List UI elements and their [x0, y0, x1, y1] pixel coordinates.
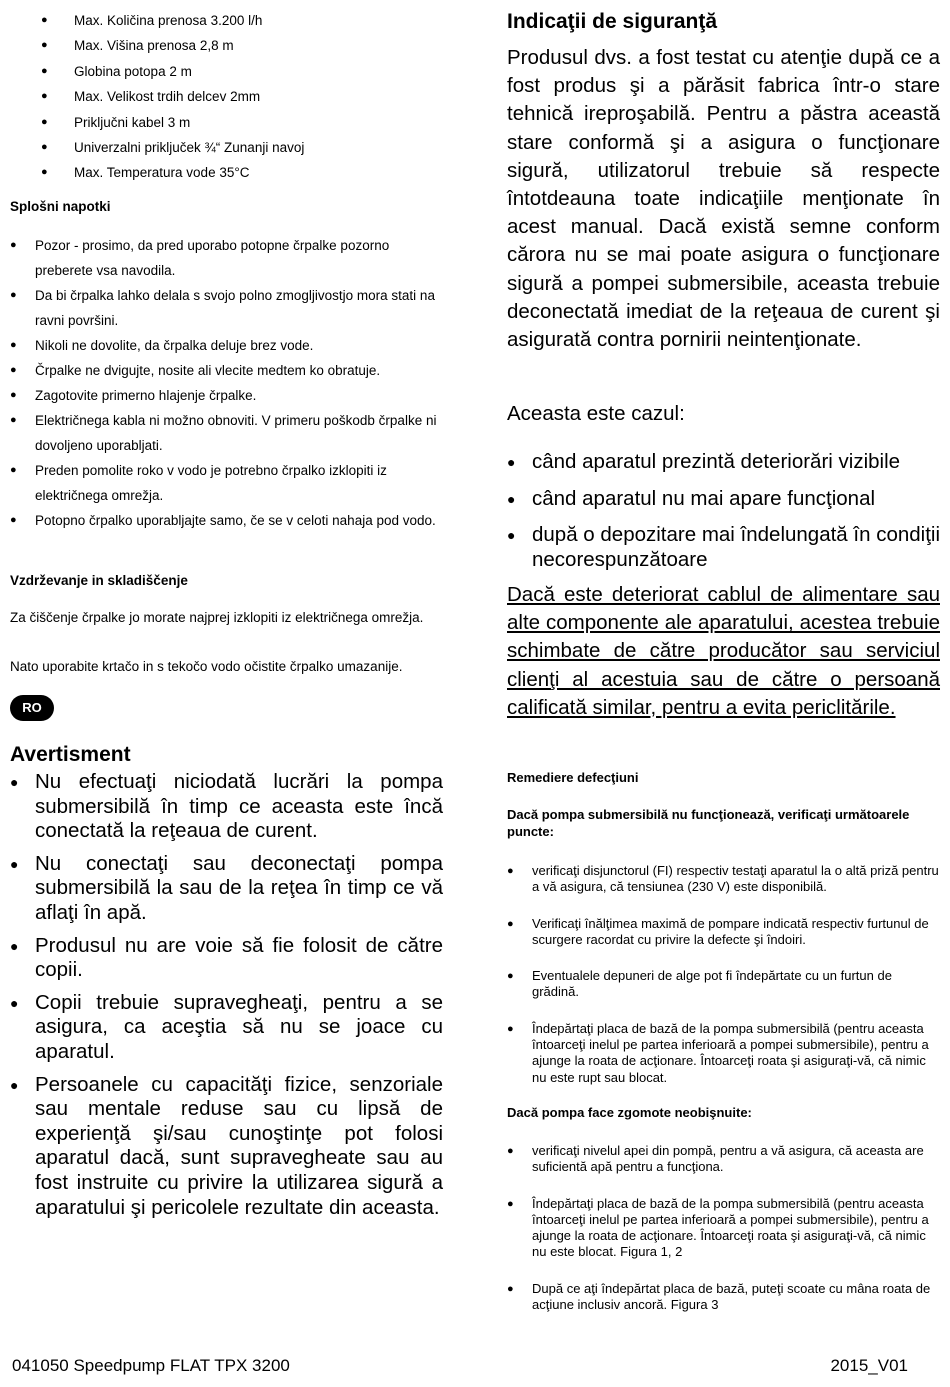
- bullet-icon: ●: [507, 490, 516, 507]
- bullet-icon: ●: [507, 1197, 514, 1210]
- footer-version: 2015_V01: [830, 1356, 908, 1375]
- list-item: ● Max. Velikost trdih delcev 2mm: [10, 84, 304, 109]
- warning-heading: Avertisment: [10, 743, 131, 766]
- bullet-icon: ●: [10, 364, 17, 376]
- list-item: ● Priključni kabel 3 m: [10, 110, 304, 135]
- bullet-icon: ●: [10, 464, 17, 476]
- list-item: ● Produsul nu are voie să fie folosit de către copii.: [10, 933, 443, 982]
- bullet-icon: ●: [507, 1145, 514, 1157]
- spec-list: [10, 8, 304, 186]
- footer-product: 041050 Speedpump FLAT TPX 3200: [12, 1356, 290, 1375]
- list-item: ● Električnega kabla ni možno obnoviti. V primeru poškodb črpalke ni dovoljeno uporabljati.: [10, 408, 443, 458]
- bullet-icon: ●: [10, 414, 17, 426]
- bullet-icon: ●: [41, 14, 48, 26]
- list-item: ● Univerzalni priključek ¾“ Zunanji navoj: [10, 135, 304, 160]
- cable-warning: Dacă este deteriorat cablul de alimentare sau alte componente ale aparatului, acestea trebuie schimbate de către producător sau serviciul clienţi al acestuia sau de către o persoană calificată similar, pentru a evita periclitările.: [507, 583, 940, 719]
- case-list: [507, 450, 940, 572]
- list-item: ● Copii trebuie supravegheaţi, pentru a se asigura, ca aceştia să nu se joace cu aparatul.: [10, 990, 443, 1063]
- case-intro: Aceasta este cazul:: [507, 402, 685, 425]
- language-badge: RO: [10, 695, 54, 721]
- list-item: ● verificaţi disjunctorul (FI) respectiv testaţi aparatul la o altă priză pentru a vă asigura, că tensiunea (230 V) este disponibilă.: [507, 863, 939, 895]
- maintenance-text-2: Nato uporabite krtačo in s tekočo vodo očistite črpalko umazanije.: [10, 659, 403, 674]
- bullet-icon: ●: [10, 514, 17, 526]
- bullet-icon: ●: [507, 1022, 514, 1035]
- list-item: ● Max. Količina prenosa 3.200 l/h: [10, 8, 304, 33]
- bullet-icon: ●: [10, 994, 19, 1011]
- bullet-icon: ●: [507, 454, 516, 470]
- list-item: ● Max. Višina prenosa 2,8 m: [10, 33, 304, 58]
- bullet-icon: ●: [10, 774, 19, 790]
- bullet-icon: ●: [41, 115, 48, 128]
- list-item: ● După ce aţi îndepărtat placa de bază, puteţi scoate cu mâna roata de acţiune inclusiv ancoră. Figura 3: [507, 1280, 931, 1313]
- list-item: ● Črpalke ne dvigujte, nosite ali vlecite medtem ko obratuje.: [10, 358, 443, 383]
- not-working-list: [507, 863, 940, 1086]
- list-item: ● Eventualele depuneri de alge pot fi îndepărtate cu un furtun de grădină.: [507, 968, 892, 1000]
- safety-heading: Indicaţii de siguranţă: [507, 10, 718, 33]
- list-item: ● verificaţi nivelul apei din pompă, pentru a vă asigura, că aceasta are suficientă apă pentru a funcţiona.: [507, 1143, 924, 1175]
- bullet-icon: ●: [10, 1076, 19, 1093]
- bullet-icon: ●: [10, 339, 17, 351]
- list-item: ● Pozor - prosimo, da pred uporabo potopne črpalke pozorno preberete vsa navodila.: [10, 233, 443, 283]
- list-item: ● Nikoli ne dovolite, da črpalka deluje brez vode.: [10, 333, 443, 358]
- not-working-heading: Dacă pompa submersibilă nu funcţionează, verificaţi următoarele puncte:: [507, 807, 910, 839]
- list-item: ● Verificaţi înălţimea maximă de pompare indicată respectiv furtunul de scurgere racordat cu privire la defecte şi îndoiri.: [507, 915, 929, 947]
- bullet-icon: ●: [41, 140, 48, 153]
- list-item: ● după o depozitare mai îndelungată în condiţii necorespunzătoare: [507, 523, 941, 571]
- list-item: ● Nu efectuaţi niciodată lucrări la pompa submersibilă în timp ce aceasta este încă conectată la reţeaua de curent.: [10, 770, 443, 843]
- noise-list: [507, 1143, 940, 1313]
- bullet-icon: ●: [507, 865, 514, 877]
- bullet-icon: ●: [10, 289, 17, 301]
- bullet-icon: ●: [41, 90, 48, 103]
- safety-text: Produsul dvs. a fost testat cu atenţie după ce a fost produs şi a părăsit fabrica într-o stare tehnică ireproşabilă. Pentru a păstra această stare conformă şi a asigura o funcţionare sigură, utilizatorul trebuie să respecte întotdeauna toate indicaţiile menţionate în acest manual. Dacă există semne conform cărora nu se mai poate asigura o funcţionare sigură a pompei submersibile, aceasta trebuie deconectată imediat de la reţeaua de curent şi asigurată contra pornirii neintenţionate.: [507, 46, 940, 352]
- list-item: ● Persoanele cu capacităţi fizice, senzoriale sau mentale reduse sau cu lipsă de experienţă şi/sau cunoştinţe pot folosi aparatul dacă, sunt supravegheate sau au fost instruite cu privire la utilizarea sigură a aparatului şi pericolele rezultate din aceasta.: [10, 1072, 443, 1219]
- bullet-icon: ●: [507, 527, 516, 544]
- bullet-icon: ●: [10, 389, 17, 401]
- list-item: ● Îndepărtaţi placa de bază de la pompa submersibilă (pentru aceasta întoarceţi inelul pe partea inferioară a pompei submersibile), pentru a ajunge la roata de acţionare. Întoarceţi roata şi asiguraţi-vă, că nimic nu este rupt sau blocat.: [507, 1020, 929, 1085]
- bullet-icon: ●: [507, 1282, 514, 1295]
- bullet-icon: ●: [10, 239, 17, 251]
- bullet-icon: ●: [41, 39, 48, 52]
- list-item: ● Nu conectaţi sau deconectaţi pompa submersibilă la sau de la reţea în timp ce vă aflaţi în apă.: [10, 851, 443, 924]
- list-item: ● când aparatul nu mai apare funcţional: [507, 486, 876, 510]
- general-heading: Splošni napotki: [10, 199, 111, 214]
- bullet-icon: ●: [10, 937, 19, 954]
- bullet-icon: ●: [10, 855, 19, 872]
- bullet-icon: ●: [507, 970, 514, 983]
- noise-heading: Dacă pompa face zgomote neobişnuite:: [507, 1105, 752, 1120]
- general-list: [10, 233, 443, 533]
- list-item: ● când aparatul prezintă deteriorări vizibile: [507, 450, 901, 473]
- troubleshooting-heading: Remediere defecţiuni: [507, 770, 639, 785]
- bullet-icon: ●: [41, 166, 48, 179]
- bullet-icon: ●: [41, 64, 48, 77]
- list-item: ● Globina potopa 2 m: [10, 59, 304, 84]
- list-item: ● Zagotovite primerno hlajenje črpalke.: [10, 383, 443, 408]
- maintenance-heading: Vzdrževanje in skladiščenje: [10, 573, 188, 588]
- warning-list: [10, 770, 443, 1228]
- list-item: ● Potopno črpalko uporabljajte samo, če se v celoti nahaja pod vodo.: [10, 508, 443, 533]
- maintenance-text-1: Za čiščenje črpalke jo morate najprej izklopiti iz električnega omrežja.: [10, 610, 424, 625]
- list-item: ● Da bi črpalka lahko delala s svojo polno zmogljivostjo mora stati na ravni površini.: [10, 283, 443, 333]
- list-item: ● Max. Temperatura vode 35°C: [10, 160, 304, 185]
- list-item: ● Preden pomolite roko v vodo je potrebno črpalko izklopiti iz električnega omrežja.: [10, 458, 443, 508]
- list-item: ● Îndepărtaţi placa de bază de la pompa submersibilă (pentru aceasta întoarceţi inelul pe partea inferioară a pompei submersibile), pentru a ajunge la roata de acţionare. Întoarceţi roata şi asiguraţi-vă, că nimic nu este blocat. Figura 1, 2: [507, 1195, 929, 1260]
- bullet-icon: ●: [507, 917, 514, 930]
